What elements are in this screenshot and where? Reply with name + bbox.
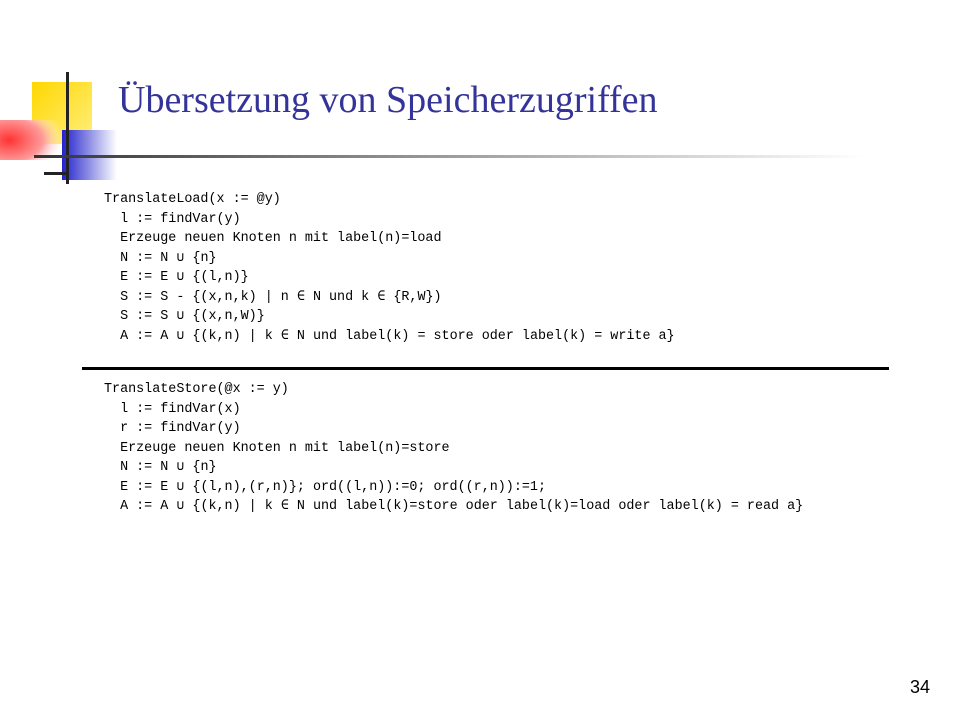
page-number: 34 (909, 677, 930, 697)
code-line: S := S ∪ {(x,n,W)} (104, 309, 265, 324)
code-line: l := findVar(x) (104, 401, 241, 417)
translate-load-code-block (104, 190, 675, 346)
code-line: S := S - {(x,n,k) | n ∈ N und k ∈ {R,W}) (104, 289, 442, 305)
code-line: l := findVar(y) (104, 211, 241, 227)
slide-title: Übersetzung von Speicherzugriffen (118, 79, 658, 121)
code-line: E := E ∪ {(l,n)} (104, 270, 249, 285)
code-line: N := N ∪ {n} (104, 460, 217, 475)
code-line: r := findVar(y) (104, 421, 241, 436)
code-line: A := A ∪ {(k,n) | k ∈ N und label(k) = store oder label(k) = write a} (104, 328, 675, 344)
code-line: TranslateLoad(x := @y) (104, 192, 281, 207)
slide-decoration-logo (0, 0, 120, 200)
section-divider (82, 367, 889, 370)
title-underline (34, 155, 864, 158)
code-line: TranslateStore(@x := y) (104, 382, 289, 397)
code-line: Erzeuge neuen Knoten n mit label(n)=store (104, 440, 450, 456)
code-line: A := A ∪ {(k,n) | k ∈ N und label(k)=store oder label(k)=load oder label(k) = read a} (104, 499, 804, 514)
translate-store-code-block (104, 380, 803, 517)
code-line: N := N ∪ {n} (104, 250, 217, 266)
code-line: E := E ∪ {(l,n),(r,n)}; ord((l,n)):=0; ord((r,n)):=1; (104, 479, 546, 495)
code-line: Erzeuge neuen Knoten n mit label(n)=load (104, 231, 442, 246)
